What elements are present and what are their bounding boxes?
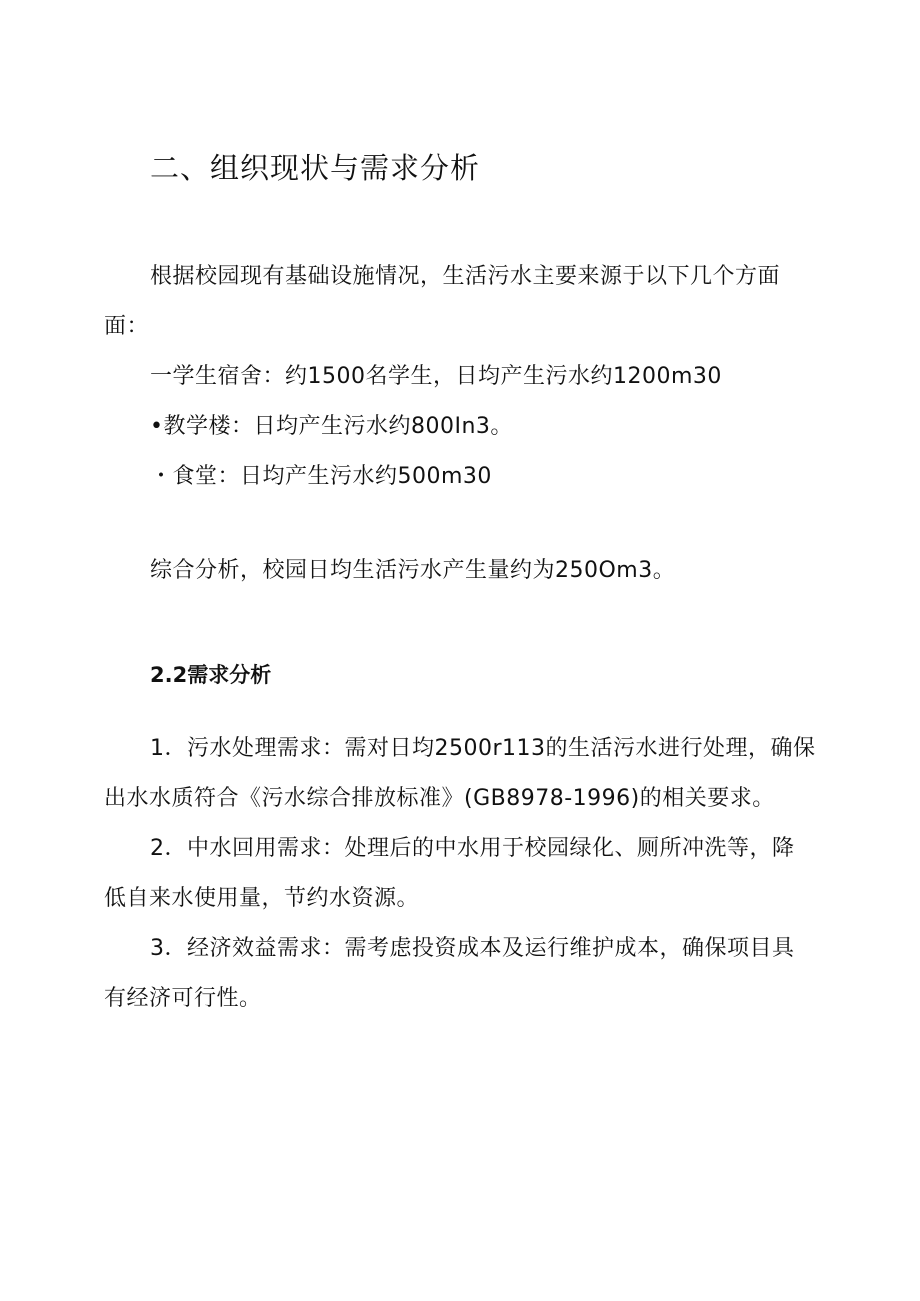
intro-paragraph-line-1: 根据校园现有基础设施情况，生活污水主要来源于以下几个方面 xyxy=(150,264,781,289)
source-item-canteen: ・食堂：日均产生污水约500m30 xyxy=(150,464,492,489)
need-item-3-line-1: 3．经济效益需求：需考虑投资成本及运行维护成本，确保项目具 xyxy=(150,936,795,961)
source-item-teaching-building: •教学楼：日均产生污水约800In3。 xyxy=(150,414,513,439)
subsection-heading: 2.2需求分析 xyxy=(150,663,272,687)
source-item-dormitory: 一学生宿舍：约1500名学生，日均产生污水约1200m30 xyxy=(150,364,722,389)
summary-paragraph: 综合分析，校园日均生活污水产生量约为250Om3。 xyxy=(150,558,676,583)
need-item-3-line-2: 有经济可行性。 xyxy=(104,986,262,1011)
need-item-2-line-2: 低自来水使用量，节约水资源。 xyxy=(104,886,420,911)
section-heading: 二、组织现状与需求分析 xyxy=(150,151,481,185)
intro-paragraph-line-2: 面： xyxy=(104,314,150,339)
need-item-1-line-1: 1．污水处理需求：需对日均2500r113的生活污水进行处理，确保 xyxy=(150,736,816,761)
need-item-1-line-2: 出水水质符合《污水综合排放标准》(GB8978-1996)的相关要求。 xyxy=(104,786,775,811)
need-item-2-line-1: 2．中水回用需求：处理后的中水用于校园绿化、厕所冲洗等，降 xyxy=(150,836,795,861)
